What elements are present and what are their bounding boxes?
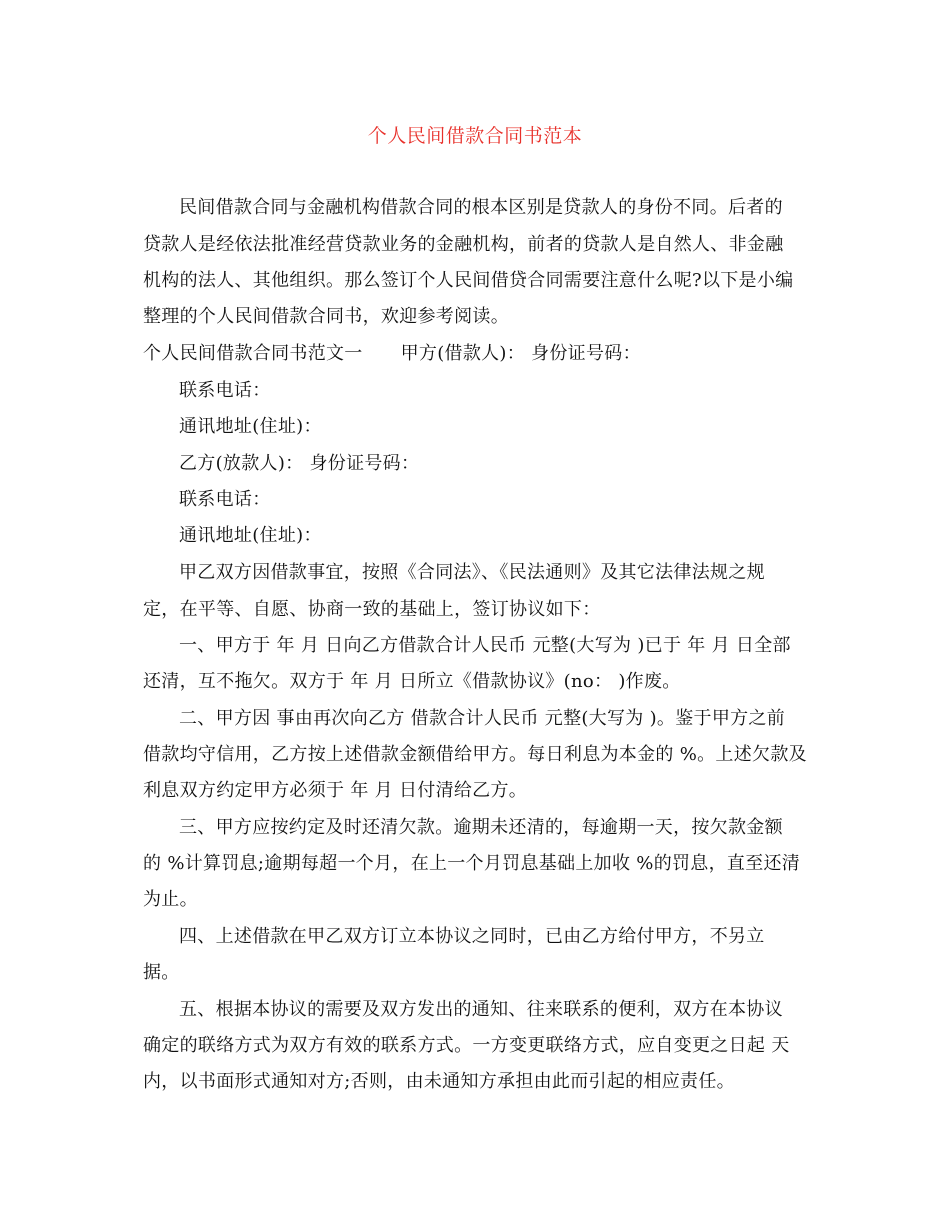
intro-line-4: 整理的个人民间借款合同书，欢迎参考阅读。 [143,306,509,327]
clause-5-line-2: 确定的联络方式为双方有效的联系方式。一方变更联络方式，应自变更之日起 天 [143,1035,790,1056]
party-a-phone: 联系电话： [179,380,271,401]
preamble-line-1: 甲乙双方因借款事宜，按照《合同法》、《民法通则》及其它法律法规之规 [179,562,765,583]
clause-1-line-1: 一、甲方于 年 月 日向乙方借款合计人民币 元整(大写为 )已于 年 月 日全部 [179,635,791,656]
sample-heading: 个人民间借款合同书范文一 [143,343,363,364]
preamble-line-2: 定，在平等、自愿、协商一致的基础上，签订协议如下： [143,599,601,620]
party-a-address: 通讯地址(住址)： [179,416,322,437]
clause-5-line-1: 五、根据本协议的需要及双方发出的通知、往来联系的便利，双方在本协议 [179,999,783,1020]
party-b-line: 乙方(放款人)： 身份证号码： [179,453,420,474]
clause-1-line-2: 还清，互不拖欠。双方于 年 月 日所立《借款协议》(no： )作废。 [143,671,681,692]
clause-4-line-1: 四、上述借款在甲乙双方订立本协议之同时，已由乙方给付甲方，不另立 [179,926,765,947]
document-title: 个人民间借款合同书范本 [367,125,583,147]
party-a-line: 甲方(借款人)： 身份证号码： [400,343,641,364]
intro-line-3: 机构的法人、其他组织。那么签订个人民间借贷合同需要注意什么呢?以下是小编 [143,270,794,291]
clause-3-line-1: 三、甲方应按约定及时还清欠款。逾期未还清的，每逾期一天，按欠款金额 [179,817,783,838]
clause-3-line-2: 的 %计算罚息;逾期每超一个月，在上一个月罚息基础上加收 %的罚息，直至还清 [143,853,801,874]
clause-4-line-2: 据。 [143,962,180,983]
clause-3-line-3: 为止。 [143,889,198,910]
sample-heading-row [143,341,823,367]
clause-2-line-2: 借款均守信用，乙方按上述借款金额借给甲方。每日利息为本金的 %。上述欠款及 [143,744,807,765]
intro-line-1: 民间借款合同与金融机构借款合同的根本区别是贷款人的身份不同。后者的 [179,197,783,218]
clause-2-line-1: 二、甲方因 事由再次向乙方 借款合计人民币 元整(大写为 )。鉴于甲方之前 [179,708,786,729]
clause-2-line-3: 利息双方约定甲方必须于 年 月 日付清给乙方。 [143,780,528,801]
party-b-phone: 联系电话： [179,489,271,510]
party-b-address: 通讯地址(住址)： [179,525,322,546]
intro-line-2: 贷款人是经依法批准经营贷款业务的金融机构，前者的贷款人是自然人、非金融 [143,234,784,255]
clause-5-line-3: 内，以书面形式通知对方;否则，由未通知方承担由此而引起的相应责任。 [143,1071,735,1092]
